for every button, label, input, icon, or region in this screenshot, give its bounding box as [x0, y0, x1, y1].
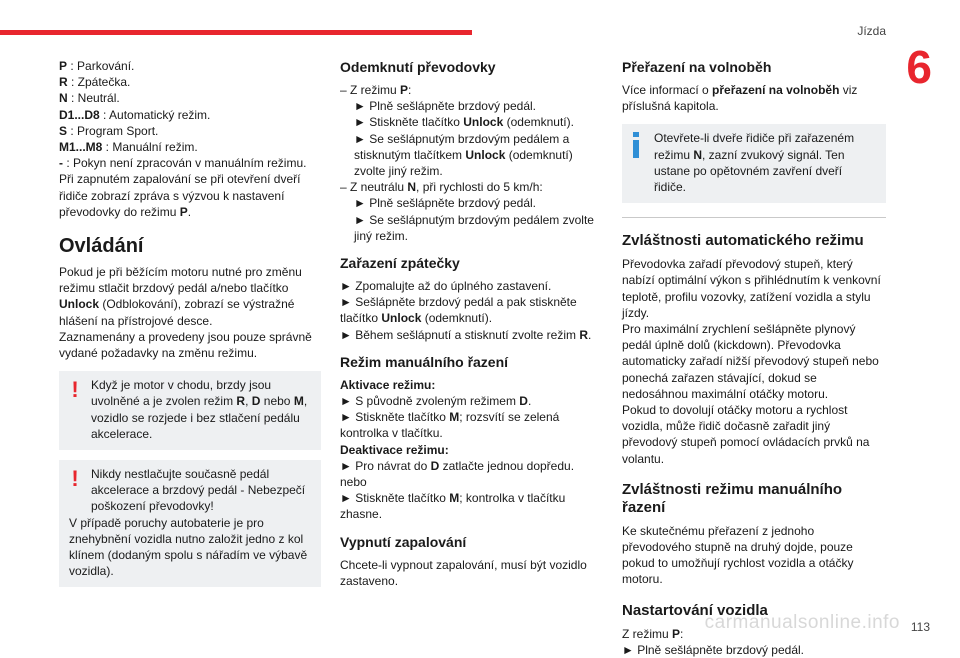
text-run: Unlock [465, 147, 506, 162]
heading-ovladani: Ovládání [59, 235, 144, 258]
manual-text: Ke skutečnému přeřazení z jednoho převodového stupně na druhý dojde, pouze pokud to umožňují rychlost vozidla a otáčky motoru. [622, 523, 854, 587]
text-run: ► Stiskněte tlačítko [354, 115, 464, 130]
header-red-bar [0, 30, 472, 35]
warning-icon: ! [71, 377, 79, 403]
mode-list [59, 58, 321, 171]
text-run: Unlock [59, 297, 100, 312]
mode-key: P [59, 59, 68, 73]
text-run: D [519, 394, 528, 409]
text-run: . [527, 394, 532, 409]
warning-text-2: V případě poruchy autobaterie je pro znehybnění vozidla nutno založit jedno z kol klínem (dodaným spolu s nářadím ve výbavě vozidla). [69, 515, 308, 579]
mode-desc: : Zpátečka. [67, 75, 131, 90]
info-icon [632, 132, 642, 158]
watermark: carmanualsonline.info [704, 612, 900, 633]
heading-neutral: Přeřazení na volnoběh [622, 59, 772, 75]
step-item: ► Plně sešlápněte brzdový pedál. [354, 99, 536, 114]
text-run: , zazní zvukový signál. Ten ustane po opětovném zavření dveří řidiče. [654, 147, 845, 195]
heading-ignition-off: Vypnutí zapalování [340, 533, 467, 550]
text-run: D [430, 458, 440, 473]
step-item [340, 393, 598, 409]
text-run: P [179, 204, 188, 219]
section-title: Jízda [857, 24, 886, 38]
ignition-off-text: Chcete-li vypnout zapalování, musí být vozidlo zastaveno. [340, 557, 587, 588]
text-run: viz příslušná kapitola. [622, 83, 858, 114]
mode-key: N [59, 91, 68, 106]
auto-text-2: Pro maximální zrychlení sešlápněte plynový pedál úplně dolů (kickdown). Převodovka automaticky zařadí nižší převodový stupeň nebo ponechá zařazen stávající, dokud se nedosáhnou maximální otáčky motoru. [622, 322, 879, 401]
text-run: N [693, 147, 703, 162]
text-run: ► Stiskněte tlačítko [340, 410, 450, 425]
text-run: ► Sešlápněte brzdový pedál a pak stiskněte tlačítko [340, 295, 577, 326]
column-right [622, 58, 886, 658]
mode-item [59, 139, 321, 155]
text-run: (Odblokování), zobrazí se výstražné hlášení na přístrojové desce. [59, 297, 295, 328]
warning-box-1 [59, 371, 321, 450]
activation-label: Aktivace režimu: [340, 377, 436, 392]
step-item [340, 327, 598, 343]
text-run: ► S původně zvoleným režimem [340, 394, 520, 409]
step-item [340, 490, 598, 522]
mode-item [59, 123, 321, 139]
text-run: (odemknutí). [503, 115, 574, 130]
text-run: Při zapnutém zapalování se při otevření dveří řidiče zobrazí zpráva s výzvou k nastavení převodovky do režimu [59, 172, 301, 219]
text-run: – Z režimu [340, 83, 401, 97]
step-item [340, 294, 598, 326]
text-run: D [251, 394, 261, 409]
warning-text [69, 377, 311, 442]
text-run: (odemknutí) zvolte jiný režim. [354, 147, 573, 179]
heading-manual-mode: Režim manuálního řazení [340, 353, 509, 370]
step-item: ► Plně sešlápněte brzdový pedál. [354, 196, 536, 211]
text-run: ; rozsvítí se zelená kontrolka v tlačítku. [340, 410, 560, 441]
step-item: ► Zpomalujte až do úplného zastavení. [340, 279, 552, 294]
heading-reverse: Zařazení zpátečky [340, 255, 460, 272]
mode-item [59, 58, 321, 74]
text-run: ► Stiskněte tlačítko [340, 491, 450, 506]
text-run: ► Pro návrat do [340, 458, 431, 473]
text-run: Když je motor v chodu, brzdy jsou uvolněné a je zvolen režim [91, 378, 272, 409]
text-run: ► Se sešlápnutým brzdovým pedálem a stisknutým tlačítkem [354, 131, 570, 162]
text-run: . [587, 327, 592, 342]
text-run: Pokud je při běžícím motoru nutné pro změnu režimu stlačit brzdový pedál a/nebo tlačítko [59, 265, 302, 296]
mode-item [59, 155, 321, 171]
text-run: P [672, 626, 681, 641]
column-left [59, 58, 321, 597]
text-run: Unlock [463, 115, 504, 130]
text-run: přeřazení na volnoběh [712, 83, 840, 97]
mode-key: - [59, 156, 63, 171]
step-item [340, 131, 598, 180]
text-run: – Z neutrálu [340, 180, 408, 195]
text-run: N [407, 180, 417, 195]
text-run: nebo [260, 394, 294, 409]
heading-start: Nastartování vozidla [622, 601, 768, 619]
text-run: : [680, 626, 684, 641]
mode-desc: : Manuální režim. [102, 140, 198, 155]
step-item: ► Se sešlápnutým brzdovým pedálem zvolte jiný režim. [354, 212, 594, 243]
column-middle [340, 58, 598, 589]
step-item: ► Plně sešlápněte brzdový pedál. [622, 642, 804, 657]
heading-manual-specifics: Zvláštnosti režimu manuálního řazení [622, 480, 843, 516]
mode-desc: : Neutrál. [67, 91, 120, 106]
neutral-text [622, 82, 886, 114]
text-run: Více informací o [622, 83, 713, 97]
text-run: Z režimu [622, 626, 673, 641]
text-run: M [293, 394, 304, 409]
mode-item [59, 107, 321, 123]
mode-key: D1...D8 [59, 107, 100, 122]
or-label: nebo [340, 475, 367, 490]
mode-desc: : Automatický režim. [99, 107, 211, 122]
mode-desc: : Program Sport. [67, 123, 159, 138]
mode-key: R [59, 75, 68, 90]
deactivation-label: Deaktivace režimu: [340, 442, 449, 457]
control-paragraph-2: Zaznamenány a provedeny jsou pouze správně vydané požadavky na změnu režimu. [59, 329, 312, 361]
mode-desc: : Parkování. [67, 59, 135, 73]
text-run: P [400, 83, 409, 97]
heading-unlock: Odemknutí převodovky [340, 59, 496, 75]
auto-text-3: Pokud to dovolují otáčky motoru a rychlost vozidla, může řidič dočasně zařadit jiný převodový stupeň pomocí ovládacích prvků na volantu. [622, 403, 870, 466]
from-n [340, 179, 598, 195]
divider [622, 217, 886, 218]
mode-desc: : Pokyn není zpracován v manuálním režimu. [63, 156, 307, 171]
text-run: (odemknutí). [421, 311, 493, 326]
text-run: M [449, 410, 460, 425]
from-p [340, 82, 598, 98]
text-run: M [449, 491, 460, 506]
step-item [340, 409, 598, 441]
text-run: ; kontrolka v tlačítku zhasne. [340, 491, 566, 522]
warning-icon: ! [71, 466, 79, 492]
control-paragraph [59, 264, 321, 329]
mode-item [59, 90, 321, 106]
info-text [632, 130, 876, 195]
mode-item [59, 74, 321, 90]
auto-text-1: Převodovka zařadí převodový stupeň, který nabízí optimální výkon s přihlédnutím k venkovní teplotě, profilu vozovky, zatížení vozidla a stylu jízdy. [622, 257, 881, 320]
warning-text: Nikdy nestlačujte současně pedál akcelerace a brzdový pedál - Nebezpečí poškození převodovky! [91, 467, 306, 514]
page-number: 113 [910, 620, 930, 634]
text-run: zatlačte jednou dopředu. [439, 458, 575, 473]
text-run: : [408, 83, 412, 97]
mode-key: M1...M8 [59, 140, 103, 155]
chapter-number: 6 [906, 41, 932, 93]
ignition-note [59, 171, 321, 220]
text-run: Unlock [381, 311, 422, 326]
text-run: , při rychlosti do 5 km/h: [416, 180, 543, 195]
info-box [622, 124, 886, 203]
step-item [340, 114, 598, 130]
mode-key: S [59, 123, 68, 138]
text-run: . [187, 204, 192, 219]
step-item [340, 458, 598, 474]
text-run: , [245, 394, 252, 409]
text-run: R [579, 327, 588, 342]
warning-box-2 [59, 460, 321, 587]
heading-auto-mode: Zvláštnosti automatického režimu [622, 232, 864, 250]
text-run: R [236, 394, 246, 409]
text-run: ► Během sešlápnutí a stisknutí zvolte režim [340, 327, 580, 342]
text-run: , vozidlo se rozjede i bez stlačení pedálu akcelerace. [91, 394, 308, 441]
text-run: Otevřete-li dveře řidiče při zařazeném režimu [654, 131, 855, 162]
